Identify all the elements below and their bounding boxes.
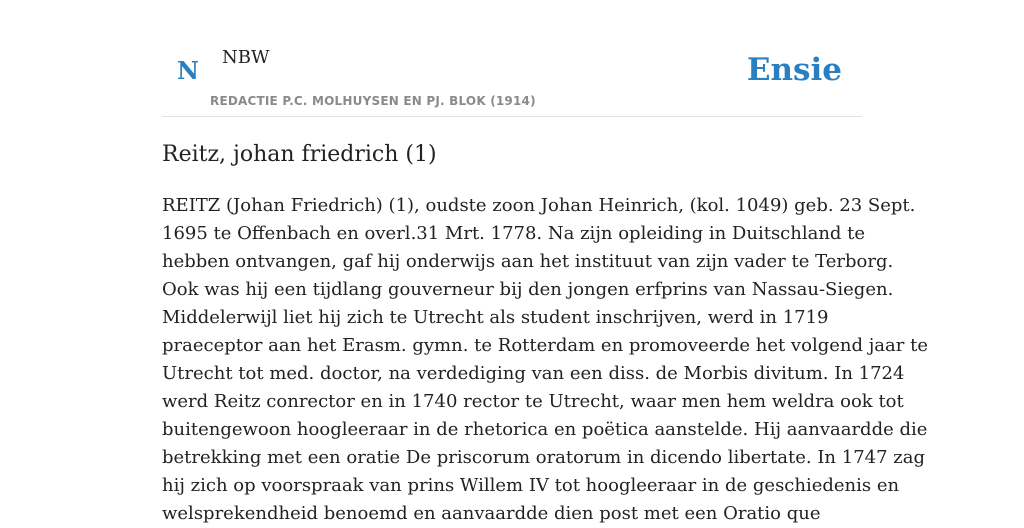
body-line: Ook was hij een tijdlang gouverneur bij den jongen erfprins van Nassau-Siegen.	[162, 279, 894, 300]
article-title: Reitz, johan friedrich (1)	[162, 142, 437, 167]
body-line: Utrecht tot med. doctor, na verdediging van een diss. de Morbis divitum. In 1724	[162, 363, 905, 384]
article-body	[162, 192, 928, 528]
body-line: Middelerwijl liet hij zich te Utrecht als student inschrijven, werd in 1719	[162, 307, 829, 328]
source-logo: N	[177, 56, 199, 85]
body-line: hij zich op voorspraak van prins Willem IV tot hoogleeraar in de geschiedenis en	[162, 475, 900, 496]
source-header	[162, 0, 862, 117]
brand-logo[interactable]: Ensie	[746, 52, 842, 88]
body-line: betrekking met een oratie De priscorum oratorum in dicendo libertate. In 1747 zag	[162, 447, 926, 468]
body-line: praeceptor aan het Erasm. gymn. te Rotterdam en promoveerde het volgend jaar te	[162, 335, 928, 356]
body-line: 1695 te Offenbach en overl.31 Mrt. 1778. Na zijn opleiding in Duitschland te	[162, 223, 866, 244]
source-name[interactable]: NBW	[222, 47, 270, 68]
body-line: welsprekendheid benoemd en aanvaardde dien post met een Oratio que	[162, 503, 821, 524]
body-line: REITZ (Johan Friedrich) (1), oudste zoon Johan Heinrich, (kol. 1049) geb. 23 Sept.	[162, 195, 916, 216]
body-line: werd Reitz conrector en in 1740 rector te Utrecht, waar men hem weldra ook tot	[162, 391, 904, 412]
body-line: buitengewoon hoogleeraar in de rhetorica en poëtica aanstelde. Hij aanvaardde die	[162, 419, 928, 440]
body-line: hebben ontvangen, gaf hij onderwijs aan het instituut van zijn vader te Terborg.	[162, 251, 894, 272]
source-subtitle: REDACTIE P.C. MOLHUYSEN EN PJ. BLOK (1914)	[210, 94, 536, 108]
